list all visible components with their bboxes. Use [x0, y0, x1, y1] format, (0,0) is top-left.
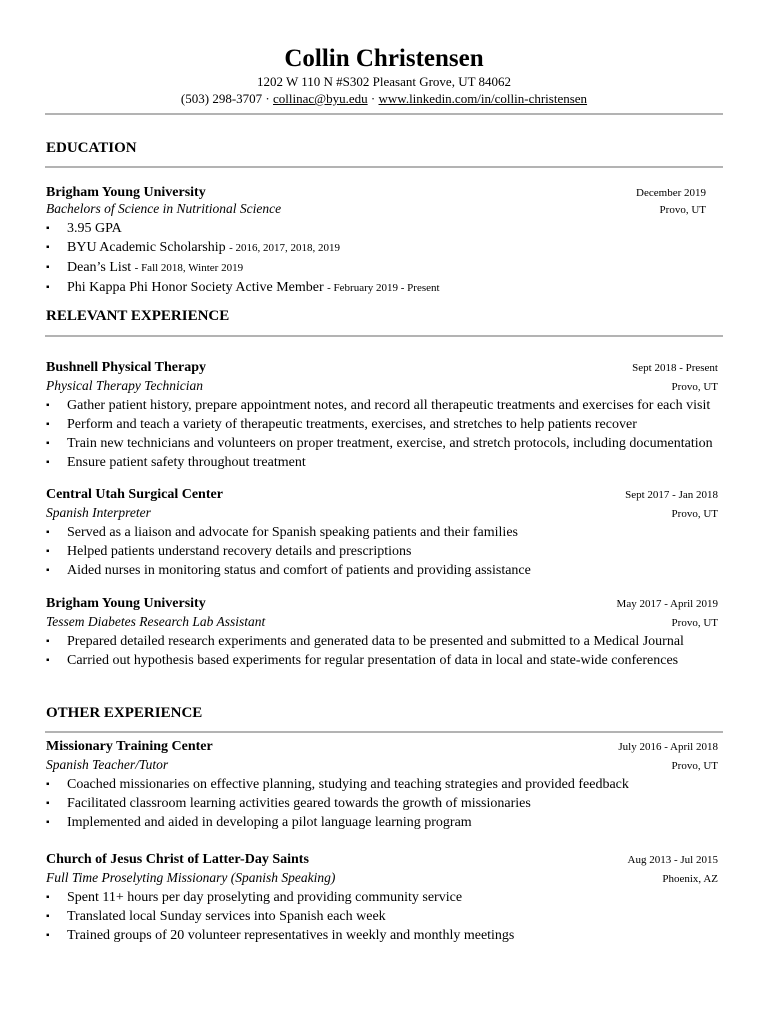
contact-line	[0, 90, 768, 108]
experience-entry	[46, 486, 718, 580]
experience-entry	[46, 359, 718, 472]
divider	[45, 335, 723, 337]
list-item: ▪ Phi Kappa Phi Honor Society Active Member - February 2019 - Present	[46, 278, 718, 298]
list-item: ▪ Coached missionaries on effective planning, studying and teaching strategies and provided feedback	[46, 775, 718, 794]
list-item: ▪ Implemented and aided in developing a pilot language learning program	[46, 813, 718, 832]
list-item: ▪ 3.95 GPA	[46, 219, 718, 238]
employer-name: Church of Jesus Christ of Latter-Day Saints	[46, 852, 309, 867]
duty-list	[46, 523, 718, 580]
section-title-other-experience: OTHER EXPERIENCE	[46, 705, 203, 721]
education-bullets	[46, 219, 718, 298]
divider	[45, 113, 723, 115]
separator: ·	[370, 91, 376, 106]
employment-dates: July 2016 - April 2018	[618, 741, 718, 753]
address: 1202 W 110 N #S302 Pleasant Grove, UT 84062	[256, 74, 512, 89]
job-location: Provo, UT	[671, 508, 718, 520]
employment-dates: Sept 2017 - Jan 2018	[625, 489, 718, 501]
job-title: Full Time Proselyting Missionary (Spanish Speaking)	[46, 870, 336, 885]
job-title: Spanish Interpreter	[46, 505, 151, 520]
job-location: Provo, UT	[671, 617, 718, 629]
job-location: Provo, UT	[671, 760, 718, 772]
job-title: Spanish Teacher/Tutor	[46, 757, 169, 772]
job-title: Physical Therapy Technician	[46, 378, 203, 393]
experience-entry	[46, 851, 718, 945]
list-item: ▪ Prepared detailed research experiments and generated data to be presented and submitted to a Medical Journal	[46, 632, 718, 651]
education-entry	[46, 184, 718, 298]
employment-dates: Sept 2018 - Present	[632, 362, 718, 374]
duty-list	[46, 775, 718, 832]
list-item: ▪ Carried out hypothesis based experiments for regular presentation of data in local and state-wide conferences	[46, 651, 718, 670]
employer-name: Bushnell Physical Therapy	[46, 360, 207, 375]
list-item: ▪ Train new technicians and volunteers on proper treatment, exercise, and stretch protocols, including documentation	[46, 434, 718, 453]
list-item: ▪ Dean’s List - Fall 2018, Winter 2019	[46, 258, 718, 278]
section-title-education: EDUCATION	[46, 140, 137, 156]
divider	[45, 166, 723, 168]
school-name: Brigham Young University	[46, 185, 206, 200]
list-item: ▪ Perform and teach a variety of therapeutic treatments, exercises, and stretches to help patients recover	[46, 415, 718, 434]
degree: Bachelors of Science in Nutritional Science	[46, 201, 282, 216]
linkedin-link[interactable]: www.linkedin.com/in/collin-christensen	[378, 91, 588, 106]
duty-list	[46, 888, 718, 945]
separator: ·	[265, 91, 270, 106]
experience-entry	[46, 738, 718, 832]
divider	[45, 731, 723, 733]
email-link[interactable]: collinac@byu.edu	[273, 91, 368, 106]
employment-dates: May 2017 - April 2019	[616, 598, 718, 610]
list-item: ▪ Ensure patient safety throughout treatment	[46, 453, 718, 472]
experience-entry	[46, 595, 718, 670]
job-location: Phoenix, AZ	[662, 873, 718, 885]
job-location: Provo, UT	[671, 381, 718, 393]
list-item: ▪ Gather patient history, prepare appointment notes, and record all therapeutic treatments and exercises for each visit	[46, 396, 718, 415]
employer-name: Brigham Young University	[46, 596, 206, 611]
list-item: ▪ Facilitated classroom learning activities geared towards the growth of missionaries	[46, 794, 718, 813]
list-item: ▪ Spent 11+ hours per day proselyting and providing community service	[46, 888, 718, 907]
list-item: ▪ BYU Academic Scholarship - 2016, 2017, 2018, 2019	[46, 238, 718, 258]
resume-header	[0, 44, 768, 108]
list-item: ▪ Trained groups of 20 volunteer representatives in weekly and monthly meetings	[46, 926, 718, 945]
duty-list	[46, 396, 718, 472]
employment-dates: Aug 2013 - Jul 2015	[627, 854, 718, 866]
phone: (503) 298-3707	[180, 91, 263, 106]
section-title-relevant-experience: RELEVANT EXPERIENCE	[46, 308, 230, 324]
duty-list	[46, 632, 718, 670]
list-item: ▪ Helped patients understand recovery details and prescriptions	[46, 542, 718, 561]
employer-name: Missionary Training Center	[46, 739, 213, 754]
employer-name: Central Utah Surgical Center	[46, 487, 223, 502]
school-location: Provo, UT	[659, 204, 706, 216]
list-item: ▪ Aided nurses in monitoring status and comfort of patients and providing assistance	[46, 561, 718, 580]
list-item: ▪ Translated local Sunday services into Spanish each week	[46, 907, 718, 926]
job-title: Tessem Diabetes Research Lab Assistant	[46, 614, 266, 629]
graduation-date: December 2019	[636, 187, 706, 199]
candidate-name: Collin Christensen	[284, 45, 484, 72]
list-item: ▪ Served as a liaison and advocate for Spanish speaking patients and their families	[46, 523, 718, 542]
